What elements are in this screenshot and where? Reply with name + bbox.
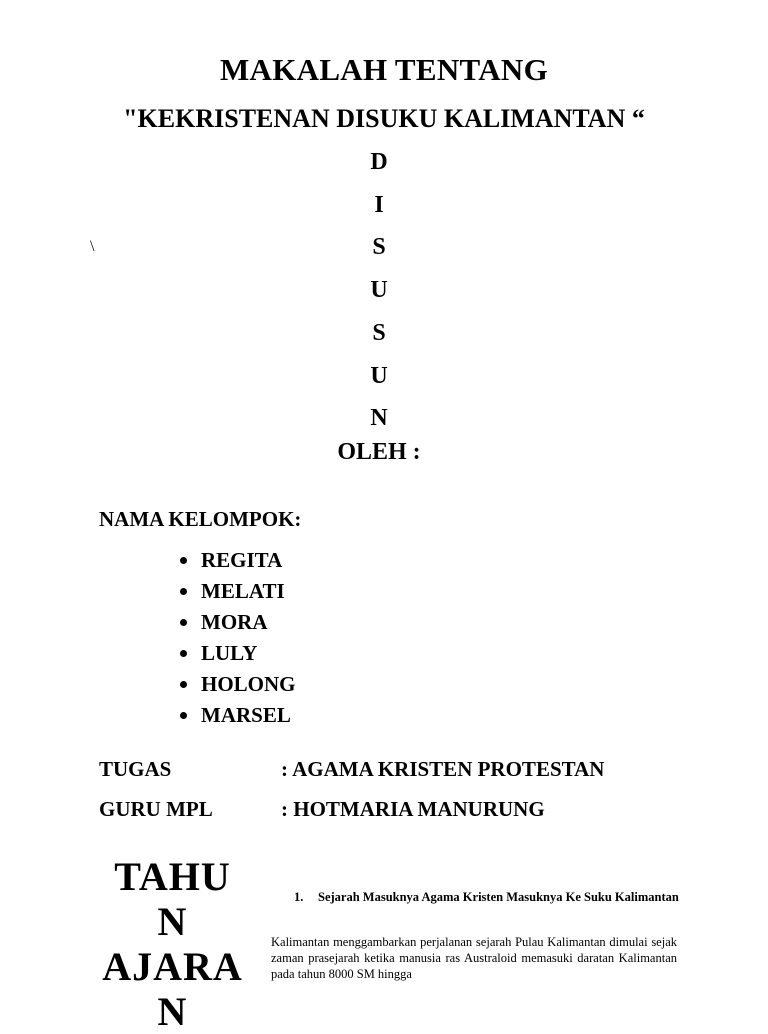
group-label: NAMA KELOMPOK: (99, 507, 302, 531)
list-item: MORA (178, 607, 296, 638)
document-title: MAKALAH TENTANG (219, 52, 549, 87)
tahun-line: N (157, 899, 188, 944)
vertical-letter: I (374, 191, 384, 218)
vertical-letter: N (370, 405, 388, 432)
tahun-line: N (157, 989, 188, 1034)
info-key: TUGAS (99, 757, 172, 781)
tahun-line: AJARA (102, 944, 243, 989)
vertical-letter: U (370, 277, 388, 304)
stray-backslash: \ (90, 238, 95, 255)
tahun-line: TAHU (114, 854, 231, 899)
info-key: GURU MPL (99, 797, 213, 821)
info-value: : HOTMARIA MANURUNG (281, 797, 545, 821)
list-item: LULY (178, 638, 296, 669)
document-subtitle: "KEKRISTENAN DISUKU KALIMANTAN “ (123, 104, 645, 133)
vertical-disusun (0, 141, 758, 440)
vertical-letter: U (370, 362, 388, 389)
member-list (178, 545, 296, 731)
section-heading-text: Sejarah Masuknya Agama Kristen Masuknya Ke Suku Kalimantan (318, 890, 679, 904)
vertical-letter: D (370, 149, 388, 175)
list-item: REGITA (178, 545, 296, 576)
info-value: : AGAMA KRISTEN PROTESTAN (281, 757, 605, 781)
oleh-label: OLEH : (337, 439, 421, 465)
vertical-letter: S (372, 319, 386, 346)
section-paragraph: Kalimantan menggambarkan perjalanan sejarah Pulau Kalimantan dimulai sejak zaman prasejarah ketika manusia ras Australoid memasuki daratan Kalimantan pada tahun 8000 SM hingga (271, 935, 677, 981)
section-heading (294, 889, 684, 905)
list-item: MELATI (178, 576, 296, 607)
list-item: HOLONG (178, 669, 296, 700)
list-item: MARSEL (178, 700, 296, 731)
section-number: 1. (294, 890, 304, 904)
tahun-ajaran-heading (80, 854, 265, 1034)
vertical-letter: S (372, 234, 386, 261)
